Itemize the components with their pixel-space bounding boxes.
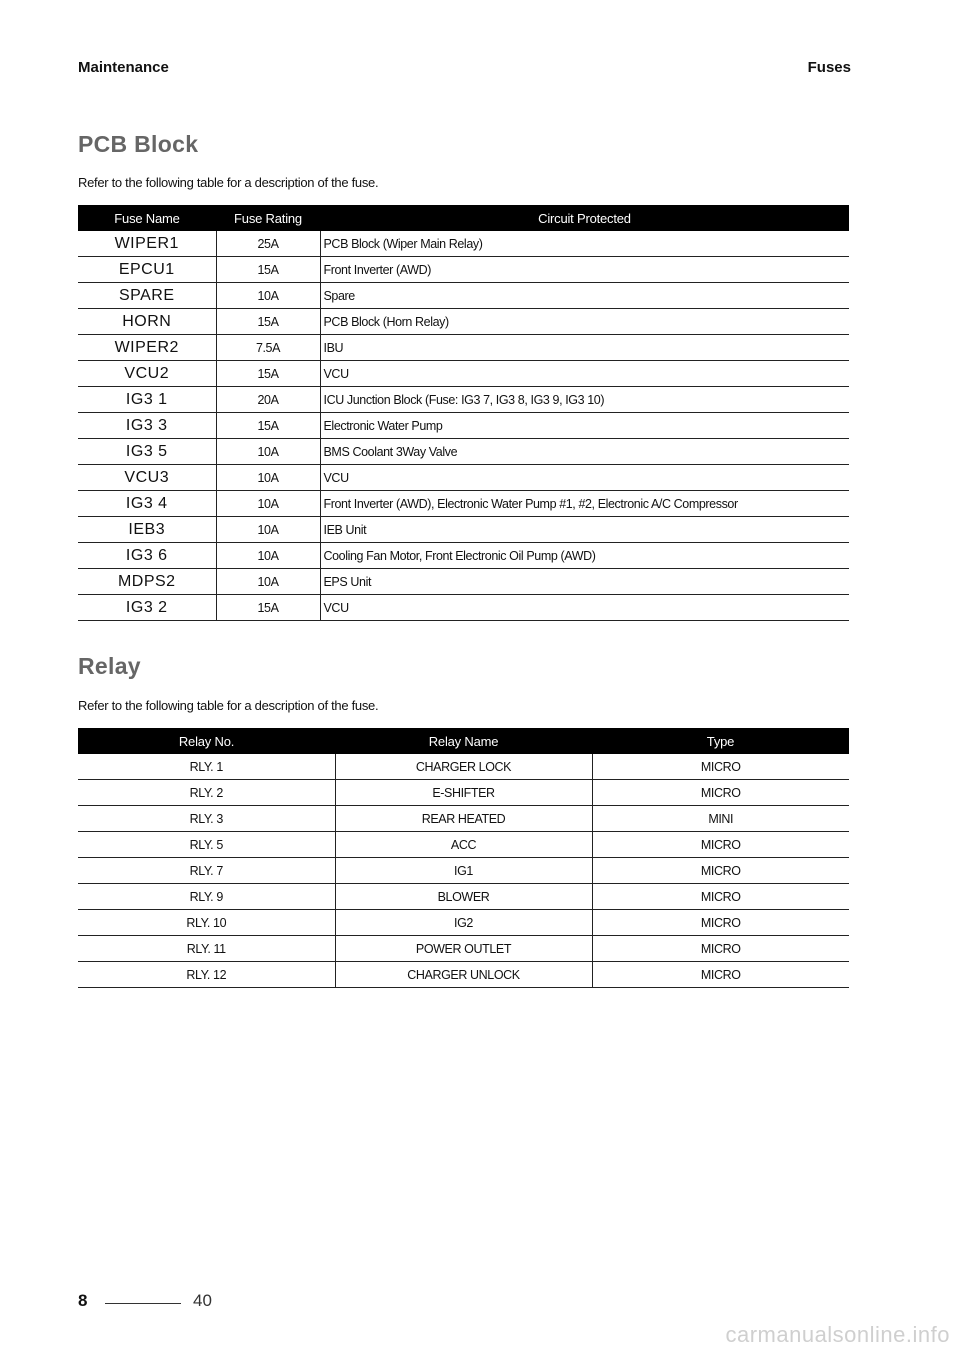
fuse-rating-cell: 10A (216, 491, 320, 517)
relay-no-cell: RLY. 2 (78, 780, 335, 806)
fuse-rating-cell: 10A (216, 465, 320, 491)
relay-name-cell: E-SHIFTER (335, 780, 592, 806)
circuit-protected-cell: ICU Junction Block (Fuse: IG3 7, IG3 8, IG3 9, IG3 10) (320, 387, 849, 413)
fuse-rating-cell: 10A (216, 517, 320, 543)
pcb-block-description: Refer to the following table for a description of the fuse. (78, 175, 379, 190)
fuse-rating-cell: 20A (216, 387, 320, 413)
circuit-protected-cell: PCB Block (Horn Relay) (320, 309, 849, 335)
fuse-name-cell: IEB3 (78, 517, 216, 543)
fuse-name-cell: IG3 3 (78, 413, 216, 439)
relay-no-cell: RLY. 12 (78, 962, 335, 988)
table-row (78, 543, 849, 569)
table-row (78, 754, 849, 780)
fuse-name-cell: IG3 4 (78, 491, 216, 517)
fuse-name-cell: SPARE (78, 283, 216, 309)
relay-name-cell: POWER OUTLET (335, 936, 592, 962)
fuse-rating-cell: 15A (216, 595, 320, 621)
fuse-name-cell: IG3 5 (78, 439, 216, 465)
relay-description: Refer to the following table for a description of the fuse. (78, 698, 379, 713)
column-header-fuse-rating: Fuse Rating (216, 205, 320, 231)
table-row (78, 910, 849, 936)
chapter-number: 8 (78, 1291, 88, 1310)
table-row (78, 491, 849, 517)
relay-no-cell: RLY. 11 (78, 936, 335, 962)
fuse-name-cell: IG3 6 (78, 543, 216, 569)
fuse-name-cell: VCU3 (78, 465, 216, 491)
relay-no-cell: RLY. 1 (78, 754, 335, 780)
table-row (78, 257, 849, 283)
relay-type-cell: MICRO (592, 832, 849, 858)
table-row (78, 962, 849, 988)
fuse-rating-cell: 25A (216, 231, 320, 257)
header-section-label: Maintenance (78, 59, 169, 76)
column-header-circuit-protected: Circuit Protected (320, 205, 849, 231)
relay-type-cell: MICRO (592, 936, 849, 962)
table-row (78, 569, 849, 595)
pcb-block-title: PCB Block (78, 131, 199, 157)
fuse-rating-cell: 15A (216, 361, 320, 387)
fuse-name-cell: VCU2 (78, 361, 216, 387)
relay-name-cell: REAR HEATED (335, 806, 592, 832)
circuit-protected-cell: VCU (320, 465, 849, 491)
fuse-name-cell: WIPER1 (78, 231, 216, 257)
relay-type-cell: MICRO (592, 962, 849, 988)
fuse-name-cell: WIPER2 (78, 335, 216, 361)
table-row (78, 335, 849, 361)
table-row (78, 309, 849, 335)
table-row (78, 413, 849, 439)
table-row (78, 780, 849, 806)
circuit-protected-cell: BMS Coolant 3Way Valve (320, 439, 849, 465)
fuse-name-cell: HORN (78, 309, 216, 335)
circuit-protected-cell: Electronic Water Pump (320, 413, 849, 439)
circuit-protected-cell: IEB Unit (320, 517, 849, 543)
table-row (78, 858, 849, 884)
relay-title: Relay (78, 653, 141, 679)
circuit-protected-cell: Front Inverter (AWD) (320, 257, 849, 283)
relay-name-cell: IG2 (335, 910, 592, 936)
relay-type-cell: MINI (592, 806, 849, 832)
footer-divider (105, 1303, 181, 1304)
circuit-protected-cell: IBU (320, 335, 849, 361)
watermark: carmanualsonline.info (725, 1322, 950, 1347)
header-topic-label: Fuses (807, 59, 851, 76)
table-header-row (78, 728, 849, 754)
fuse-name-cell: IG3 2 (78, 595, 216, 621)
pcb-fuse-table (78, 205, 849, 621)
fuse-rating-cell: 7.5A (216, 335, 320, 361)
circuit-protected-cell: Front Inverter (AWD), Electronic Water Pump #1, #2, Electronic A/C Compressor (320, 491, 849, 517)
table-row (78, 283, 849, 309)
column-header-relay-name: Relay Name (335, 728, 592, 754)
relay-name-cell: BLOWER (335, 884, 592, 910)
relay-no-cell: RLY. 5 (78, 832, 335, 858)
fuse-name-cell: IG3 1 (78, 387, 216, 413)
relay-type-cell: MICRO (592, 910, 849, 936)
relay-no-cell: RLY. 10 (78, 910, 335, 936)
table-row (78, 439, 849, 465)
fuse-rating-cell: 10A (216, 283, 320, 309)
relay-name-cell: IG1 (335, 858, 592, 884)
table-row (78, 884, 849, 910)
relay-name-cell: ACC (335, 832, 592, 858)
circuit-protected-cell: VCU (320, 595, 849, 621)
page-number: 40 (193, 1291, 212, 1310)
relay-type-cell: MICRO (592, 858, 849, 884)
fuse-rating-cell: 15A (216, 257, 320, 283)
fuse-name-cell: MDPS2 (78, 569, 216, 595)
circuit-protected-cell: VCU (320, 361, 849, 387)
table-row (78, 595, 849, 621)
relay-type-cell: MICRO (592, 884, 849, 910)
table-header-row (78, 205, 849, 231)
fuse-name-cell: EPCU1 (78, 257, 216, 283)
fuse-rating-cell: 10A (216, 569, 320, 595)
table-row (78, 832, 849, 858)
fuse-rating-cell: 10A (216, 543, 320, 569)
table-row (78, 231, 849, 257)
column-header-fuse-name: Fuse Name (78, 205, 216, 231)
column-header-type: Type (592, 728, 849, 754)
relay-name-cell: CHARGER UNLOCK (335, 962, 592, 988)
table-row (78, 517, 849, 543)
relay-table (78, 728, 849, 988)
relay-no-cell: RLY. 7 (78, 858, 335, 884)
fuse-rating-cell: 15A (216, 309, 320, 335)
fuse-rating-cell: 15A (216, 413, 320, 439)
circuit-protected-cell: Cooling Fan Motor, Front Electronic Oil Pump (AWD) (320, 543, 849, 569)
relay-name-cell: CHARGER LOCK (335, 754, 592, 780)
relay-no-cell: RLY. 3 (78, 806, 335, 832)
relay-no-cell: RLY. 9 (78, 884, 335, 910)
table-row (78, 465, 849, 491)
circuit-protected-cell: PCB Block (Wiper Main Relay) (320, 231, 849, 257)
table-row (78, 387, 849, 413)
relay-type-cell: MICRO (592, 754, 849, 780)
fuse-rating-cell: 10A (216, 439, 320, 465)
table-row (78, 361, 849, 387)
table-row (78, 936, 849, 962)
column-header-relay-no: Relay No. (78, 728, 335, 754)
circuit-protected-cell: EPS Unit (320, 569, 849, 595)
table-row (78, 806, 849, 832)
circuit-protected-cell: Spare (320, 283, 849, 309)
relay-type-cell: MICRO (592, 780, 849, 806)
